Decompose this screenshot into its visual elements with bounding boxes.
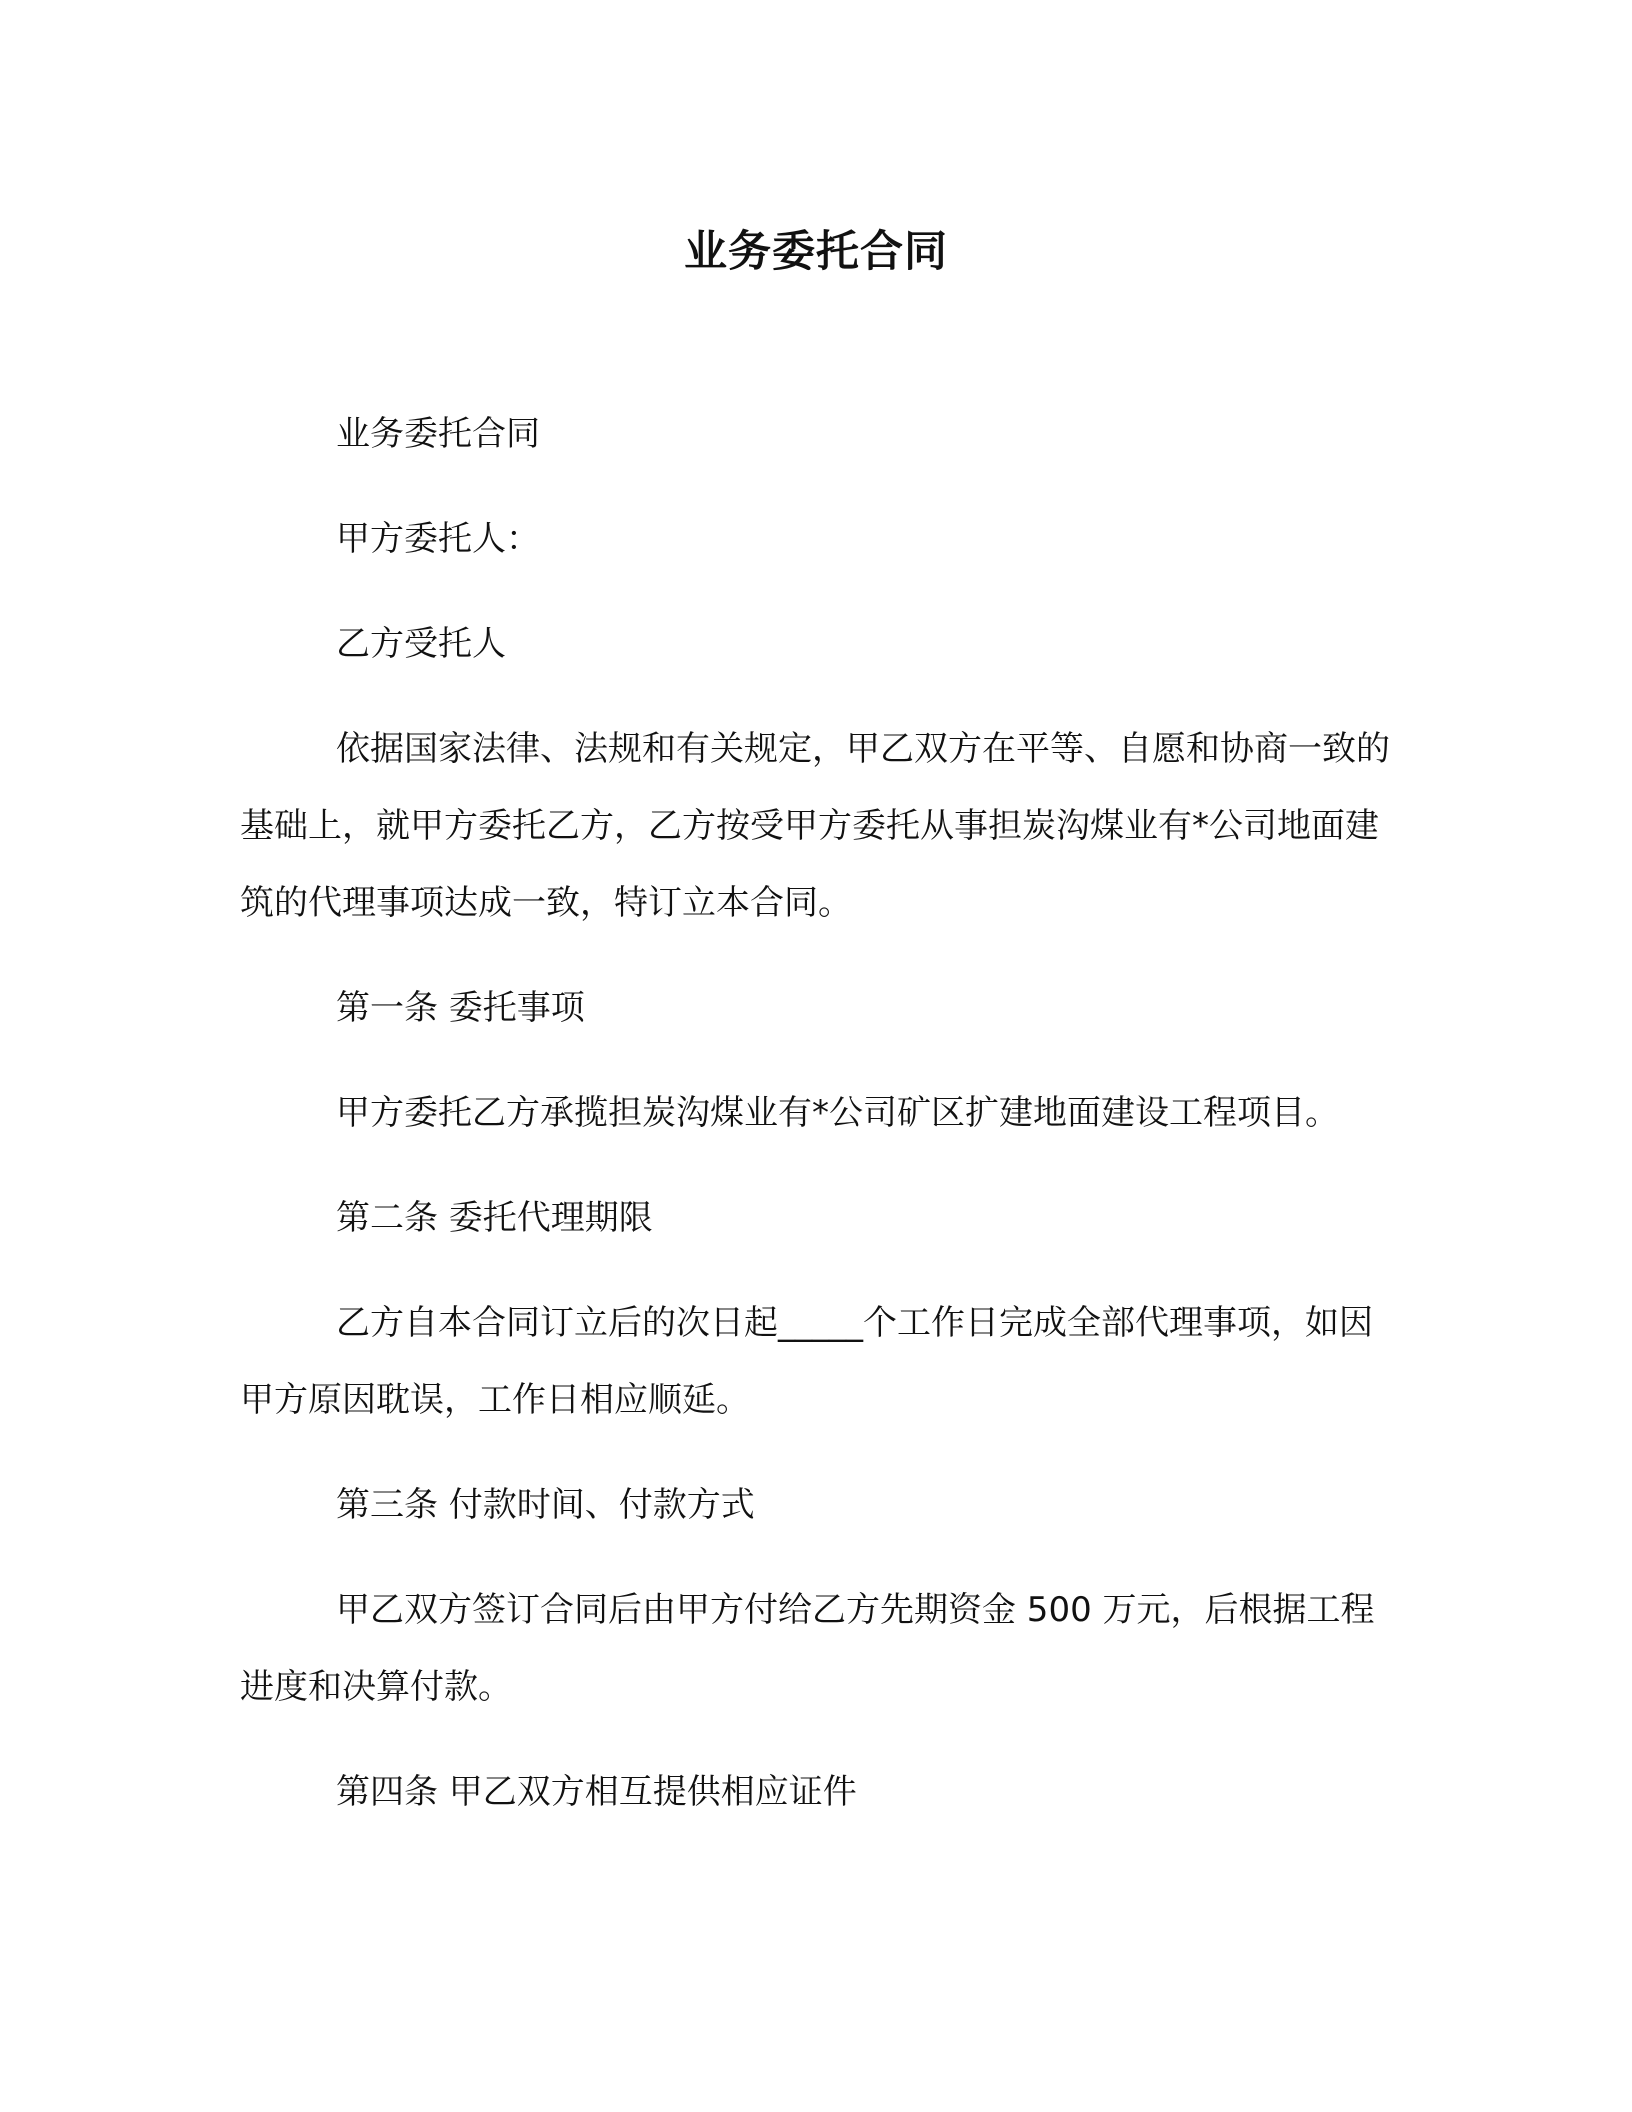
article-2-heading: 第二条 委托代理期限: [336, 1198, 653, 1238]
article-4-heading: 第四条 甲乙双方相互提供相应证件: [336, 1772, 857, 1812]
paragraph-party-b: 乙方受托人: [336, 624, 506, 664]
article-3-text: 甲乙双方签订合同后由甲方付给乙方先期资金 500 万元，后根据工程进度和决算付款。: [240, 1590, 1375, 1707]
paragraph-party-a: 甲方委托人：: [336, 519, 540, 559]
article-2-text: 乙方自本合同订立后的次日起_____个工作日完成全部代理事项，如因甲方原因耽误，工作日相应顺延。: [240, 1303, 1373, 1420]
article-1-text: 甲方委托乙方承揽担炭沟煤业有*公司矿区扩建地面建设工程项目。: [336, 1093, 1339, 1133]
article-3-heading: 第三条 付款时间、付款方式: [336, 1485, 755, 1525]
article-1-heading: 第一条 委托事项: [336, 988, 585, 1028]
paragraph-contract-name: 业务委托合同: [336, 414, 540, 454]
paragraph-preamble: 依据国家法律、法规和有关规定，甲乙双方在平等、自愿和协商一致的基础上，就甲方委托乙方，乙方按受甲方委托从事担炭沟煤业有*公司地面建筑的代理事项达成一致，特订立本合同。: [240, 729, 1390, 923]
document-body: [240, 396, 1400, 1831]
document-title: 业务委托合同: [684, 227, 948, 277]
